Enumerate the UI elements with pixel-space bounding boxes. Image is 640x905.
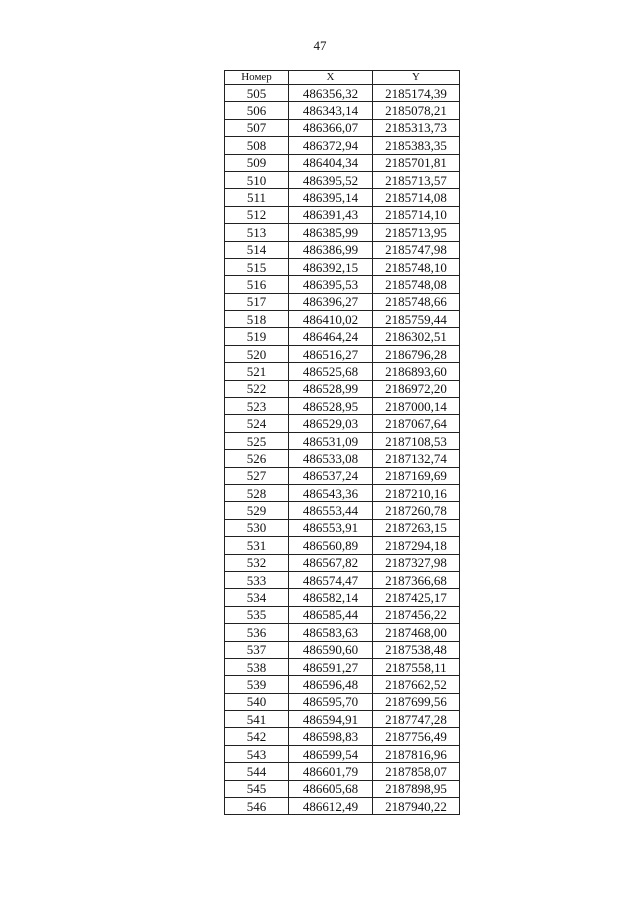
y-coordinate-cell: 2185747,98 xyxy=(373,241,460,258)
point-number-cell: 528 xyxy=(225,484,289,501)
table-row xyxy=(225,102,460,119)
table-row xyxy=(225,311,460,328)
x-coordinate-cell: 486531,09 xyxy=(289,432,373,449)
x-coordinate-cell: 486605,68 xyxy=(289,780,373,797)
table-row xyxy=(225,85,460,102)
table-row xyxy=(225,189,460,206)
x-coordinate-cell: 486591,27 xyxy=(289,658,373,675)
table-row xyxy=(225,363,460,380)
x-coordinate-cell: 486356,32 xyxy=(289,85,373,102)
y-coordinate-cell: 2187294,18 xyxy=(373,537,460,554)
y-coordinate-cell: 2187699,56 xyxy=(373,693,460,710)
table-row xyxy=(225,711,460,728)
table-row xyxy=(225,432,460,449)
x-coordinate-cell: 486464,24 xyxy=(289,328,373,345)
point-number-cell: 525 xyxy=(225,432,289,449)
point-number-cell: 535 xyxy=(225,606,289,623)
y-coordinate-cell: 2187468,00 xyxy=(373,624,460,641)
table-row xyxy=(225,276,460,293)
y-coordinate-cell: 2187425,17 xyxy=(373,589,460,606)
point-number-cell: 518 xyxy=(225,311,289,328)
table-row xyxy=(225,345,460,362)
x-coordinate-cell: 486590,60 xyxy=(289,641,373,658)
y-coordinate-cell: 2185313,73 xyxy=(373,119,460,136)
y-coordinate-cell: 2187366,68 xyxy=(373,571,460,588)
point-number-cell: 531 xyxy=(225,537,289,554)
point-number-cell: 530 xyxy=(225,519,289,536)
x-coordinate-cell: 486583,63 xyxy=(289,624,373,641)
point-number-cell: 527 xyxy=(225,467,289,484)
y-coordinate-cell: 2187816,96 xyxy=(373,745,460,762)
table-row xyxy=(225,728,460,745)
y-coordinate-cell: 2185748,66 xyxy=(373,293,460,310)
y-coordinate-cell: 2185383,35 xyxy=(373,137,460,154)
y-coordinate-cell: 2187260,78 xyxy=(373,502,460,519)
point-number-cell: 533 xyxy=(225,571,289,588)
header-x: X xyxy=(289,71,373,85)
x-coordinate-cell: 486582,14 xyxy=(289,589,373,606)
x-coordinate-cell: 486385,99 xyxy=(289,224,373,241)
point-number-cell: 536 xyxy=(225,624,289,641)
x-coordinate-cell: 486567,82 xyxy=(289,554,373,571)
point-number-cell: 540 xyxy=(225,693,289,710)
y-coordinate-cell: 2187169,69 xyxy=(373,467,460,484)
table-row xyxy=(225,641,460,658)
y-coordinate-cell: 2187538,48 xyxy=(373,641,460,658)
point-number-cell: 544 xyxy=(225,763,289,780)
y-coordinate-cell: 2185078,21 xyxy=(373,102,460,119)
y-coordinate-cell: 2185713,57 xyxy=(373,171,460,188)
header-number: Номер xyxy=(225,71,289,85)
table-row xyxy=(225,537,460,554)
point-number-cell: 542 xyxy=(225,728,289,745)
x-coordinate-cell: 486585,44 xyxy=(289,606,373,623)
point-number-cell: 534 xyxy=(225,589,289,606)
x-coordinate-cell: 486553,44 xyxy=(289,502,373,519)
point-number-cell: 505 xyxy=(225,85,289,102)
point-number-cell: 507 xyxy=(225,119,289,136)
table-row xyxy=(225,745,460,762)
x-coordinate-cell: 486395,14 xyxy=(289,189,373,206)
point-number-cell: 522 xyxy=(225,380,289,397)
y-coordinate-cell: 2187898,95 xyxy=(373,780,460,797)
table-row xyxy=(225,137,460,154)
y-coordinate-cell: 2187000,14 xyxy=(373,398,460,415)
x-coordinate-cell: 486410,02 xyxy=(289,311,373,328)
y-coordinate-cell: 2186972,20 xyxy=(373,380,460,397)
y-coordinate-cell: 2187132,74 xyxy=(373,450,460,467)
y-coordinate-cell: 2185701,81 xyxy=(373,154,460,171)
x-coordinate-cell: 486343,14 xyxy=(289,102,373,119)
table-row xyxy=(225,224,460,241)
point-number-cell: 515 xyxy=(225,258,289,275)
point-number-cell: 523 xyxy=(225,398,289,415)
y-coordinate-cell: 2186302,51 xyxy=(373,328,460,345)
table-row xyxy=(225,293,460,310)
x-coordinate-cell: 486372,94 xyxy=(289,137,373,154)
y-coordinate-cell: 2187067,64 xyxy=(373,415,460,432)
x-coordinate-cell: 486529,03 xyxy=(289,415,373,432)
table-row xyxy=(225,206,460,223)
y-coordinate-cell: 2185759,44 xyxy=(373,311,460,328)
table-header-row xyxy=(225,71,460,85)
table-row xyxy=(225,119,460,136)
point-number-cell: 510 xyxy=(225,171,289,188)
table-row xyxy=(225,780,460,797)
x-coordinate-cell: 486528,95 xyxy=(289,398,373,415)
x-coordinate-cell: 486598,83 xyxy=(289,728,373,745)
table-row xyxy=(225,693,460,710)
point-number-cell: 512 xyxy=(225,206,289,223)
x-coordinate-cell: 486553,91 xyxy=(289,519,373,536)
point-number-cell: 506 xyxy=(225,102,289,119)
table-row xyxy=(225,171,460,188)
y-coordinate-cell: 2187327,98 xyxy=(373,554,460,571)
point-number-cell: 543 xyxy=(225,745,289,762)
x-coordinate-cell: 486366,07 xyxy=(289,119,373,136)
point-number-cell: 526 xyxy=(225,450,289,467)
coordinates-table xyxy=(224,70,460,815)
point-number-cell: 509 xyxy=(225,154,289,171)
point-number-cell: 513 xyxy=(225,224,289,241)
point-number-cell: 516 xyxy=(225,276,289,293)
point-number-cell: 546 xyxy=(225,798,289,815)
point-number-cell: 538 xyxy=(225,658,289,675)
point-number-cell: 520 xyxy=(225,345,289,362)
x-coordinate-cell: 486596,48 xyxy=(289,676,373,693)
point-number-cell: 524 xyxy=(225,415,289,432)
x-coordinate-cell: 486612,49 xyxy=(289,798,373,815)
point-number-cell: 541 xyxy=(225,711,289,728)
table-row xyxy=(225,467,460,484)
table-row xyxy=(225,606,460,623)
table-row xyxy=(225,398,460,415)
table-row xyxy=(225,241,460,258)
x-coordinate-cell: 486594,91 xyxy=(289,711,373,728)
y-coordinate-cell: 2187456,22 xyxy=(373,606,460,623)
x-coordinate-cell: 486574,47 xyxy=(289,571,373,588)
point-number-cell: 514 xyxy=(225,241,289,258)
point-number-cell: 532 xyxy=(225,554,289,571)
table-row xyxy=(225,519,460,536)
y-coordinate-cell: 2187747,28 xyxy=(373,711,460,728)
x-coordinate-cell: 486386,99 xyxy=(289,241,373,258)
y-coordinate-cell: 2186796,28 xyxy=(373,345,460,362)
point-number-cell: 545 xyxy=(225,780,289,797)
point-number-cell: 508 xyxy=(225,137,289,154)
x-coordinate-cell: 486395,53 xyxy=(289,276,373,293)
x-coordinate-cell: 486528,99 xyxy=(289,380,373,397)
page-number: 47 xyxy=(313,38,327,53)
table-row xyxy=(225,484,460,501)
point-number-cell: 511 xyxy=(225,189,289,206)
y-coordinate-cell: 2187940,22 xyxy=(373,798,460,815)
y-coordinate-cell: 2187756,49 xyxy=(373,728,460,745)
y-coordinate-cell: 2187858,07 xyxy=(373,763,460,780)
x-coordinate-cell: 486560,89 xyxy=(289,537,373,554)
table-row xyxy=(225,154,460,171)
table-row xyxy=(225,798,460,815)
header-y: Y xyxy=(373,71,460,85)
y-coordinate-cell: 2187210,16 xyxy=(373,484,460,501)
x-coordinate-cell: 486543,36 xyxy=(289,484,373,501)
point-number-cell: 517 xyxy=(225,293,289,310)
table-row xyxy=(225,571,460,588)
y-coordinate-cell: 2185174,39 xyxy=(373,85,460,102)
y-coordinate-cell: 2187558,11 xyxy=(373,658,460,675)
table-row xyxy=(225,763,460,780)
table-row xyxy=(225,450,460,467)
point-number-cell: 521 xyxy=(225,363,289,380)
x-coordinate-cell: 486516,27 xyxy=(289,345,373,362)
x-coordinate-cell: 486404,34 xyxy=(289,154,373,171)
point-number-cell: 529 xyxy=(225,502,289,519)
table-row xyxy=(225,589,460,606)
table-row xyxy=(225,676,460,693)
point-number-cell: 539 xyxy=(225,676,289,693)
x-coordinate-cell: 486537,24 xyxy=(289,467,373,484)
point-number-cell: 519 xyxy=(225,328,289,345)
y-coordinate-cell: 2186893,60 xyxy=(373,363,460,380)
x-coordinate-cell: 486391,43 xyxy=(289,206,373,223)
y-coordinate-cell: 2187263,15 xyxy=(373,519,460,536)
x-coordinate-cell: 486525,68 xyxy=(289,363,373,380)
y-coordinate-cell: 2185748,10 xyxy=(373,258,460,275)
table-row xyxy=(225,328,460,345)
y-coordinate-cell: 2185713,95 xyxy=(373,224,460,241)
table-row xyxy=(225,502,460,519)
x-coordinate-cell: 486395,52 xyxy=(289,171,373,188)
x-coordinate-cell: 486533,08 xyxy=(289,450,373,467)
table-row xyxy=(225,554,460,571)
point-number-cell: 537 xyxy=(225,641,289,658)
x-coordinate-cell: 486601,79 xyxy=(289,763,373,780)
y-coordinate-cell: 2185714,10 xyxy=(373,206,460,223)
table-row xyxy=(225,658,460,675)
x-coordinate-cell: 486595,70 xyxy=(289,693,373,710)
y-coordinate-cell: 2187108,53 xyxy=(373,432,460,449)
x-coordinate-cell: 486599,54 xyxy=(289,745,373,762)
y-coordinate-cell: 2185748,08 xyxy=(373,276,460,293)
y-coordinate-cell: 2185714,08 xyxy=(373,189,460,206)
y-coordinate-cell: 2187662,52 xyxy=(373,676,460,693)
table-row xyxy=(225,624,460,641)
table-row xyxy=(225,380,460,397)
x-coordinate-cell: 486392,15 xyxy=(289,258,373,275)
table-row xyxy=(225,258,460,275)
table-row xyxy=(225,415,460,432)
x-coordinate-cell: 486396,27 xyxy=(289,293,373,310)
